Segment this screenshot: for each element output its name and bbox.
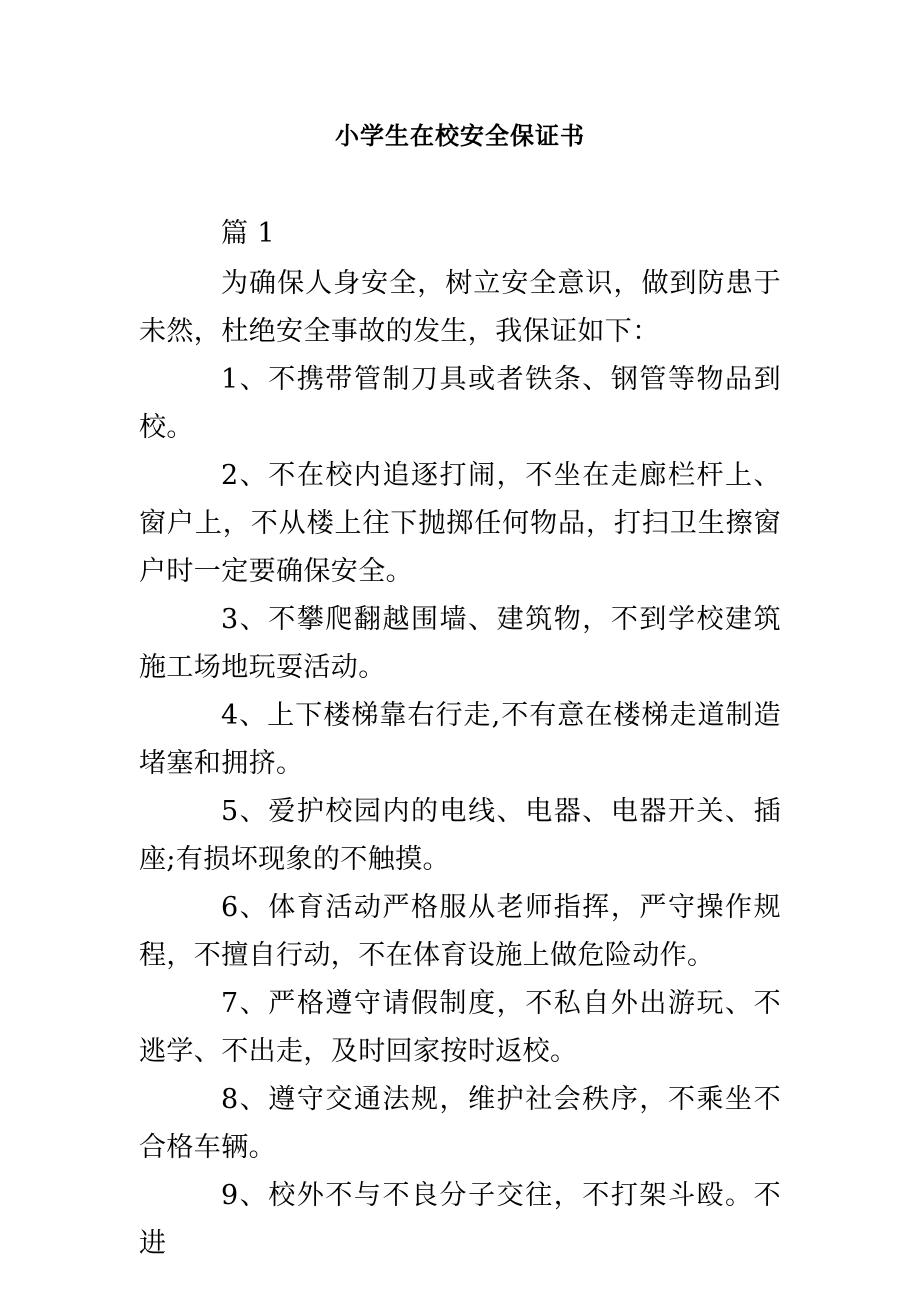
paragraph-item-5: 5、爱护校园内的电线、电器、电器开关、插座;有损坏现象的不触摸。	[139, 796, 781, 875]
paragraph-item-1: 1、不携带管制刀具或者铁条、钢管等物品到校。	[139, 364, 781, 443]
paragraph-item-7: 7、严格遵守请假制度，不私自外出游玩、不逃学、不出走，及时回家按时返校。	[139, 988, 781, 1067]
paragraph-item-2: 2、不在校内追逐打闹，不坐在走廊栏杆上、窗户上，不从楼上往下抛掷任何物品，打扫卫生擦窗户时一定要确保安全。	[139, 460, 781, 587]
paragraph-item-3: 3、不攀爬翻越围墙、建筑物，不到学校建筑施工场地玩耍活动。	[139, 604, 781, 683]
paragraph-item-9: 9、校外不与不良分子交往，不打架斗殴。不进	[139, 1180, 781, 1259]
paragraph-item-6: 6、体育活动严格服从老师指挥，严守操作规程，不擅自行动，不在体育设施上做危险动作。	[139, 892, 781, 971]
paragraph-item-4: 4、上下楼梯靠右行走,不有意在楼梯走道制造堵塞和拥挤。	[139, 700, 781, 779]
paragraph-intro: 为确保人身安全，树立安全意识，做到防患于未然，杜绝安全事故的发生，我保证如下：	[139, 268, 781, 347]
section-label: 篇 1	[221, 218, 275, 249]
paragraph-item-8: 8、遵守交通法规，维护社会秩序，不乘坐不合格车辆。	[139, 1084, 781, 1163]
document-title: 小学生在校安全保证书	[335, 122, 585, 150]
document-body	[139, 210, 781, 1268]
